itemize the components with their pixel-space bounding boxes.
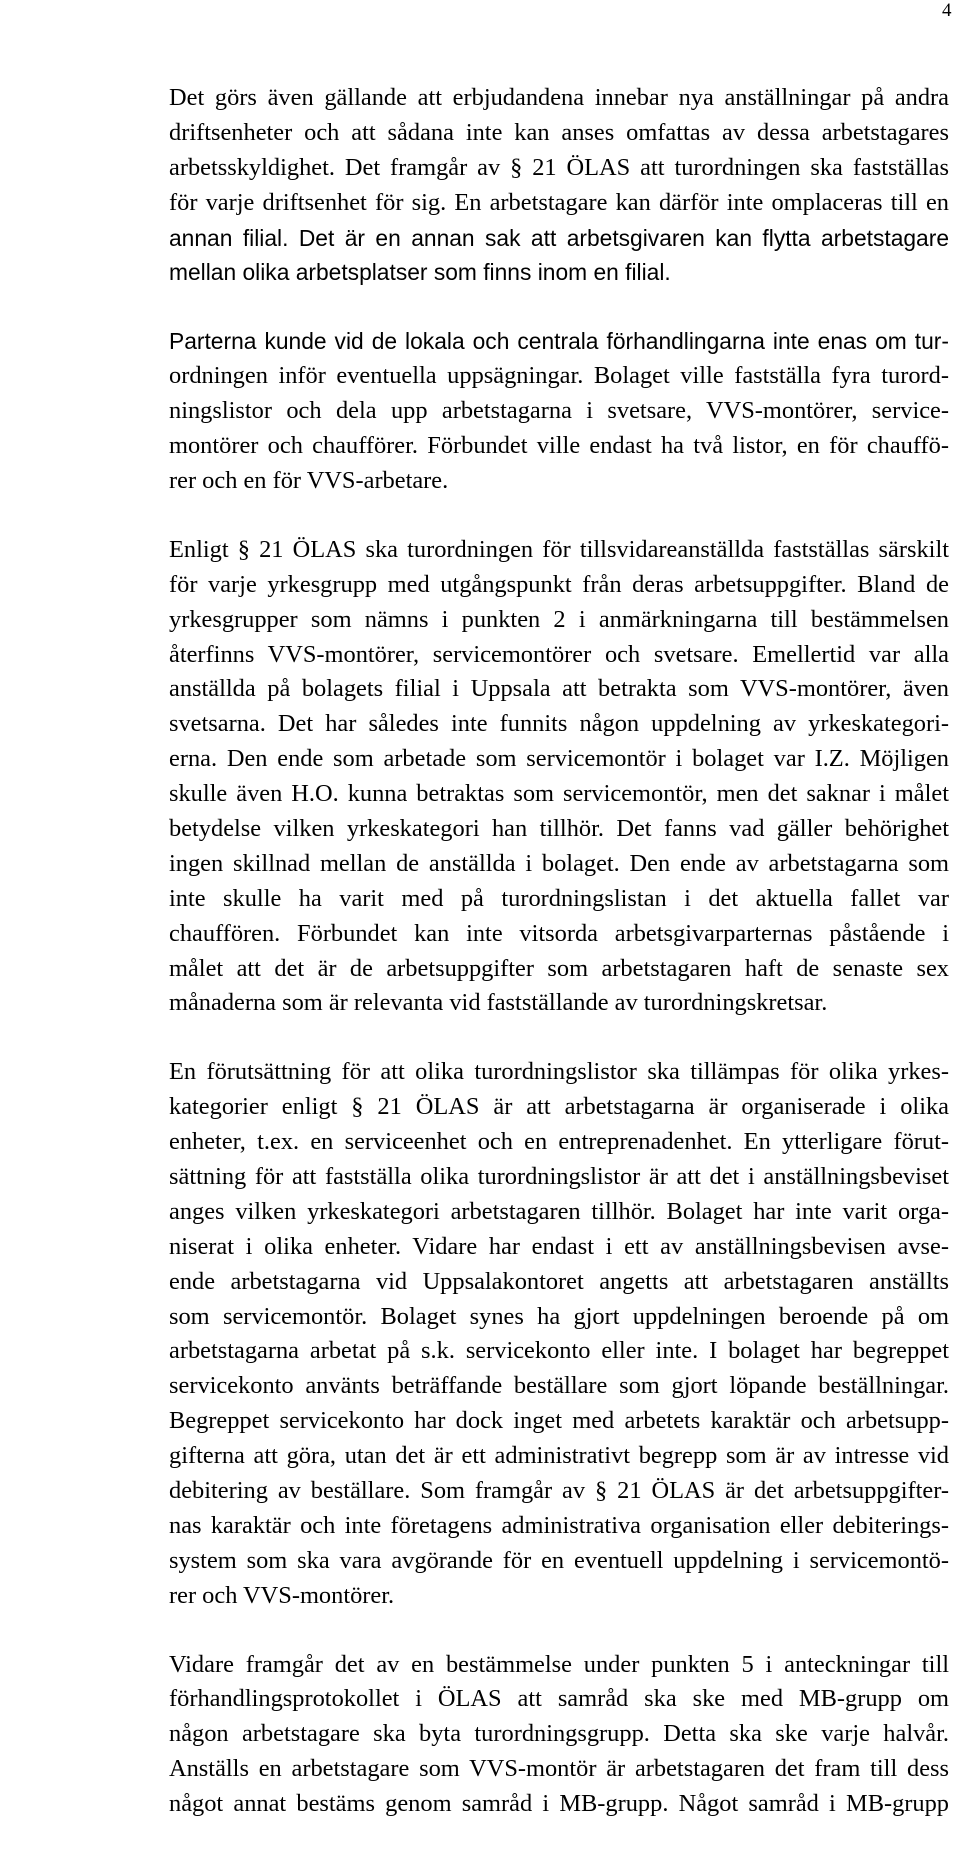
text-line: gifterna att göra, utan det är ett administrativt begrepp som är av intresse vid xyxy=(169,1442,949,1470)
text-line: inte skulle ha varit med på turordningslistan i det aktuella fallet var xyxy=(169,884,949,912)
text-line: för varje driftsenhet för sig. En arbetstagare kan därför inte omplaceras till en xyxy=(169,188,949,216)
text-line: En förutsättning för att olika turordningslistor ska tillämpas för olika yrkes- xyxy=(169,1058,949,1086)
text-line: debitering av beställare. Som framgår av § 21 ÖLAS är det arbetsuppgifter- xyxy=(169,1477,949,1504)
text-line: enheter, t.ex. en serviceenhet och en entreprenadenhet. En ytterligare förut- xyxy=(169,1128,949,1156)
text-line: mellan olika arbetsplatser som finns inom en filial. xyxy=(169,259,671,286)
text-line: ningslistor och dela upp arbetstagarna i svetsare, VVS-montörer, service- xyxy=(169,397,949,425)
paragraph xyxy=(169,324,949,498)
text-line: system som ska vara avgörande för en eventuell uppdelning i servicemontö- xyxy=(169,1546,949,1574)
text-line: kategorier enligt § 21 ÖLAS är att arbetstagarna är organiserade i olika xyxy=(169,1093,949,1121)
text-line: anges vilken yrkeskategori arbetstagaren tillhör. Bolaget har inte varit orga- xyxy=(169,1197,949,1225)
text-line: driftsenheter och att sådana inte kan anses omfattas av dessa arbetstagares xyxy=(169,118,949,146)
paragraph xyxy=(169,1055,949,1613)
text-line: annan filial. Det är en annan sak att arbetsgivaren kan flytta arbetstagare xyxy=(169,224,949,251)
text-line: erna. Den ende som arbetade som servicemontör i bolaget var I.Z. Möjligen xyxy=(169,745,949,773)
text-line: skulle även H.O. kunna betraktas som servicemontör, men det saknar i målet xyxy=(169,780,949,808)
text-line: arbetsskyldighet. Det framgår av § 21 ÖLAS att turordningen ska fastställas xyxy=(169,153,949,181)
paragraph xyxy=(169,533,949,1021)
text-line: sättning för att fastställa olika turordningslistor är att det i anställningsbeviset xyxy=(169,1162,949,1190)
text-line: ingen skillnad mellan de anställda i bolaget. Den ende av arbetstagarna som xyxy=(169,849,949,877)
text-line: niserat i olika enheter. Vidare har endast i ett av anställningsbevisen avse- xyxy=(169,1232,949,1260)
text-line: återfinns VVS-montörer, servicemontörer och svetsare. Emellertid var alla xyxy=(169,640,949,668)
text-line: Begreppet servicekonto har dock inget med arbetets karaktär och arbetsupp- xyxy=(169,1407,949,1435)
text-line: montörer och chaufförer. Förbundet ville endast ha två listor, en för chauffö- xyxy=(169,432,949,460)
text-line: anställda på bolagets filial i Uppsala att betrakta som VVS-montörer, även xyxy=(169,675,949,703)
text-line: ordningen inför eventuella uppsägningar. Bolaget ville fastställa fyra turord- xyxy=(169,362,949,390)
text-line: nas karaktär och inte företagens administrativa organisation eller debiterings- xyxy=(169,1511,949,1539)
paragraph xyxy=(169,1648,949,1822)
text-line: någon arbetstagare ska byta turordningsgrupp. Detta ska ske varje halvår. xyxy=(169,1720,949,1748)
text-line: för varje yrkesgrupp med utgångspunkt från deras arbetsuppgifter. Bland de xyxy=(169,570,949,598)
text-line: förhandlingsprotokollet i ÖLAS att samråd ska ske med MB-grupp om xyxy=(169,1685,949,1713)
text-line: rer och VVS-montörer. xyxy=(169,1581,395,1609)
paragraph xyxy=(169,81,949,290)
text-line: arbetstagarna arbetat på s.k. servicekonto eller inte. I bolaget har begreppet xyxy=(169,1337,949,1365)
text-line: svetsarna. Det har således inte funnits någon uppdelning av yrkeskategori- xyxy=(169,710,949,738)
text-line: månaderna som är relevanta vid fastställande av turordningskretsar. xyxy=(169,989,828,1017)
text-line: målet att det är de arbetsuppgifter som arbetstagaren haft de senaste sex xyxy=(169,954,949,982)
text-line: servicekonto använts beträffande beställare som gjort löpande beställningar. xyxy=(169,1372,949,1400)
text-line: Det görs även gällande att erbjudandena innebar nya anställningar på andra xyxy=(169,84,949,111)
text-line: betydelse vilken yrkeskategori han tillhör. Det fanns vad gäller behörighet xyxy=(169,814,949,842)
text-line: Parterna kunde vid de lokala och centrala förhandlingarna inte enas om tur- xyxy=(169,328,949,355)
page-number: 4 xyxy=(942,0,952,21)
text-line: Enligt § 21 ÖLAS ska turordningen för tillsvidareanställda fastställas särskilt xyxy=(169,535,949,563)
text-line: Anställs en arbetstagare som VVS-montör är arbetstagaren det fram till dess xyxy=(169,1755,949,1783)
text-line: chauffören. Förbundet kan inte vitsorda arbetsgivarparternas påstående i xyxy=(169,919,949,947)
text-line: yrkesgrupper som nämns i punkten 2 i anmärkningarna till bestämmelsen xyxy=(169,605,949,633)
text-line: Vidare framgår det av en bestämmelse under punkten 5 i anteckningar till xyxy=(169,1650,949,1678)
text-line: något annat bestäms genom samråd i MB-grupp. Något samråd i MB-grupp xyxy=(169,1790,949,1818)
text-line: ende arbetstagarna vid Uppsalakontoret angetts att arbetstagaren anställts xyxy=(169,1267,949,1295)
document-body xyxy=(169,81,949,1822)
text-line: rer och en för VVS-arbetare. xyxy=(169,466,449,494)
text-line: som servicemontör. Bolaget synes ha gjort uppdelningen beroende på om xyxy=(169,1302,949,1330)
